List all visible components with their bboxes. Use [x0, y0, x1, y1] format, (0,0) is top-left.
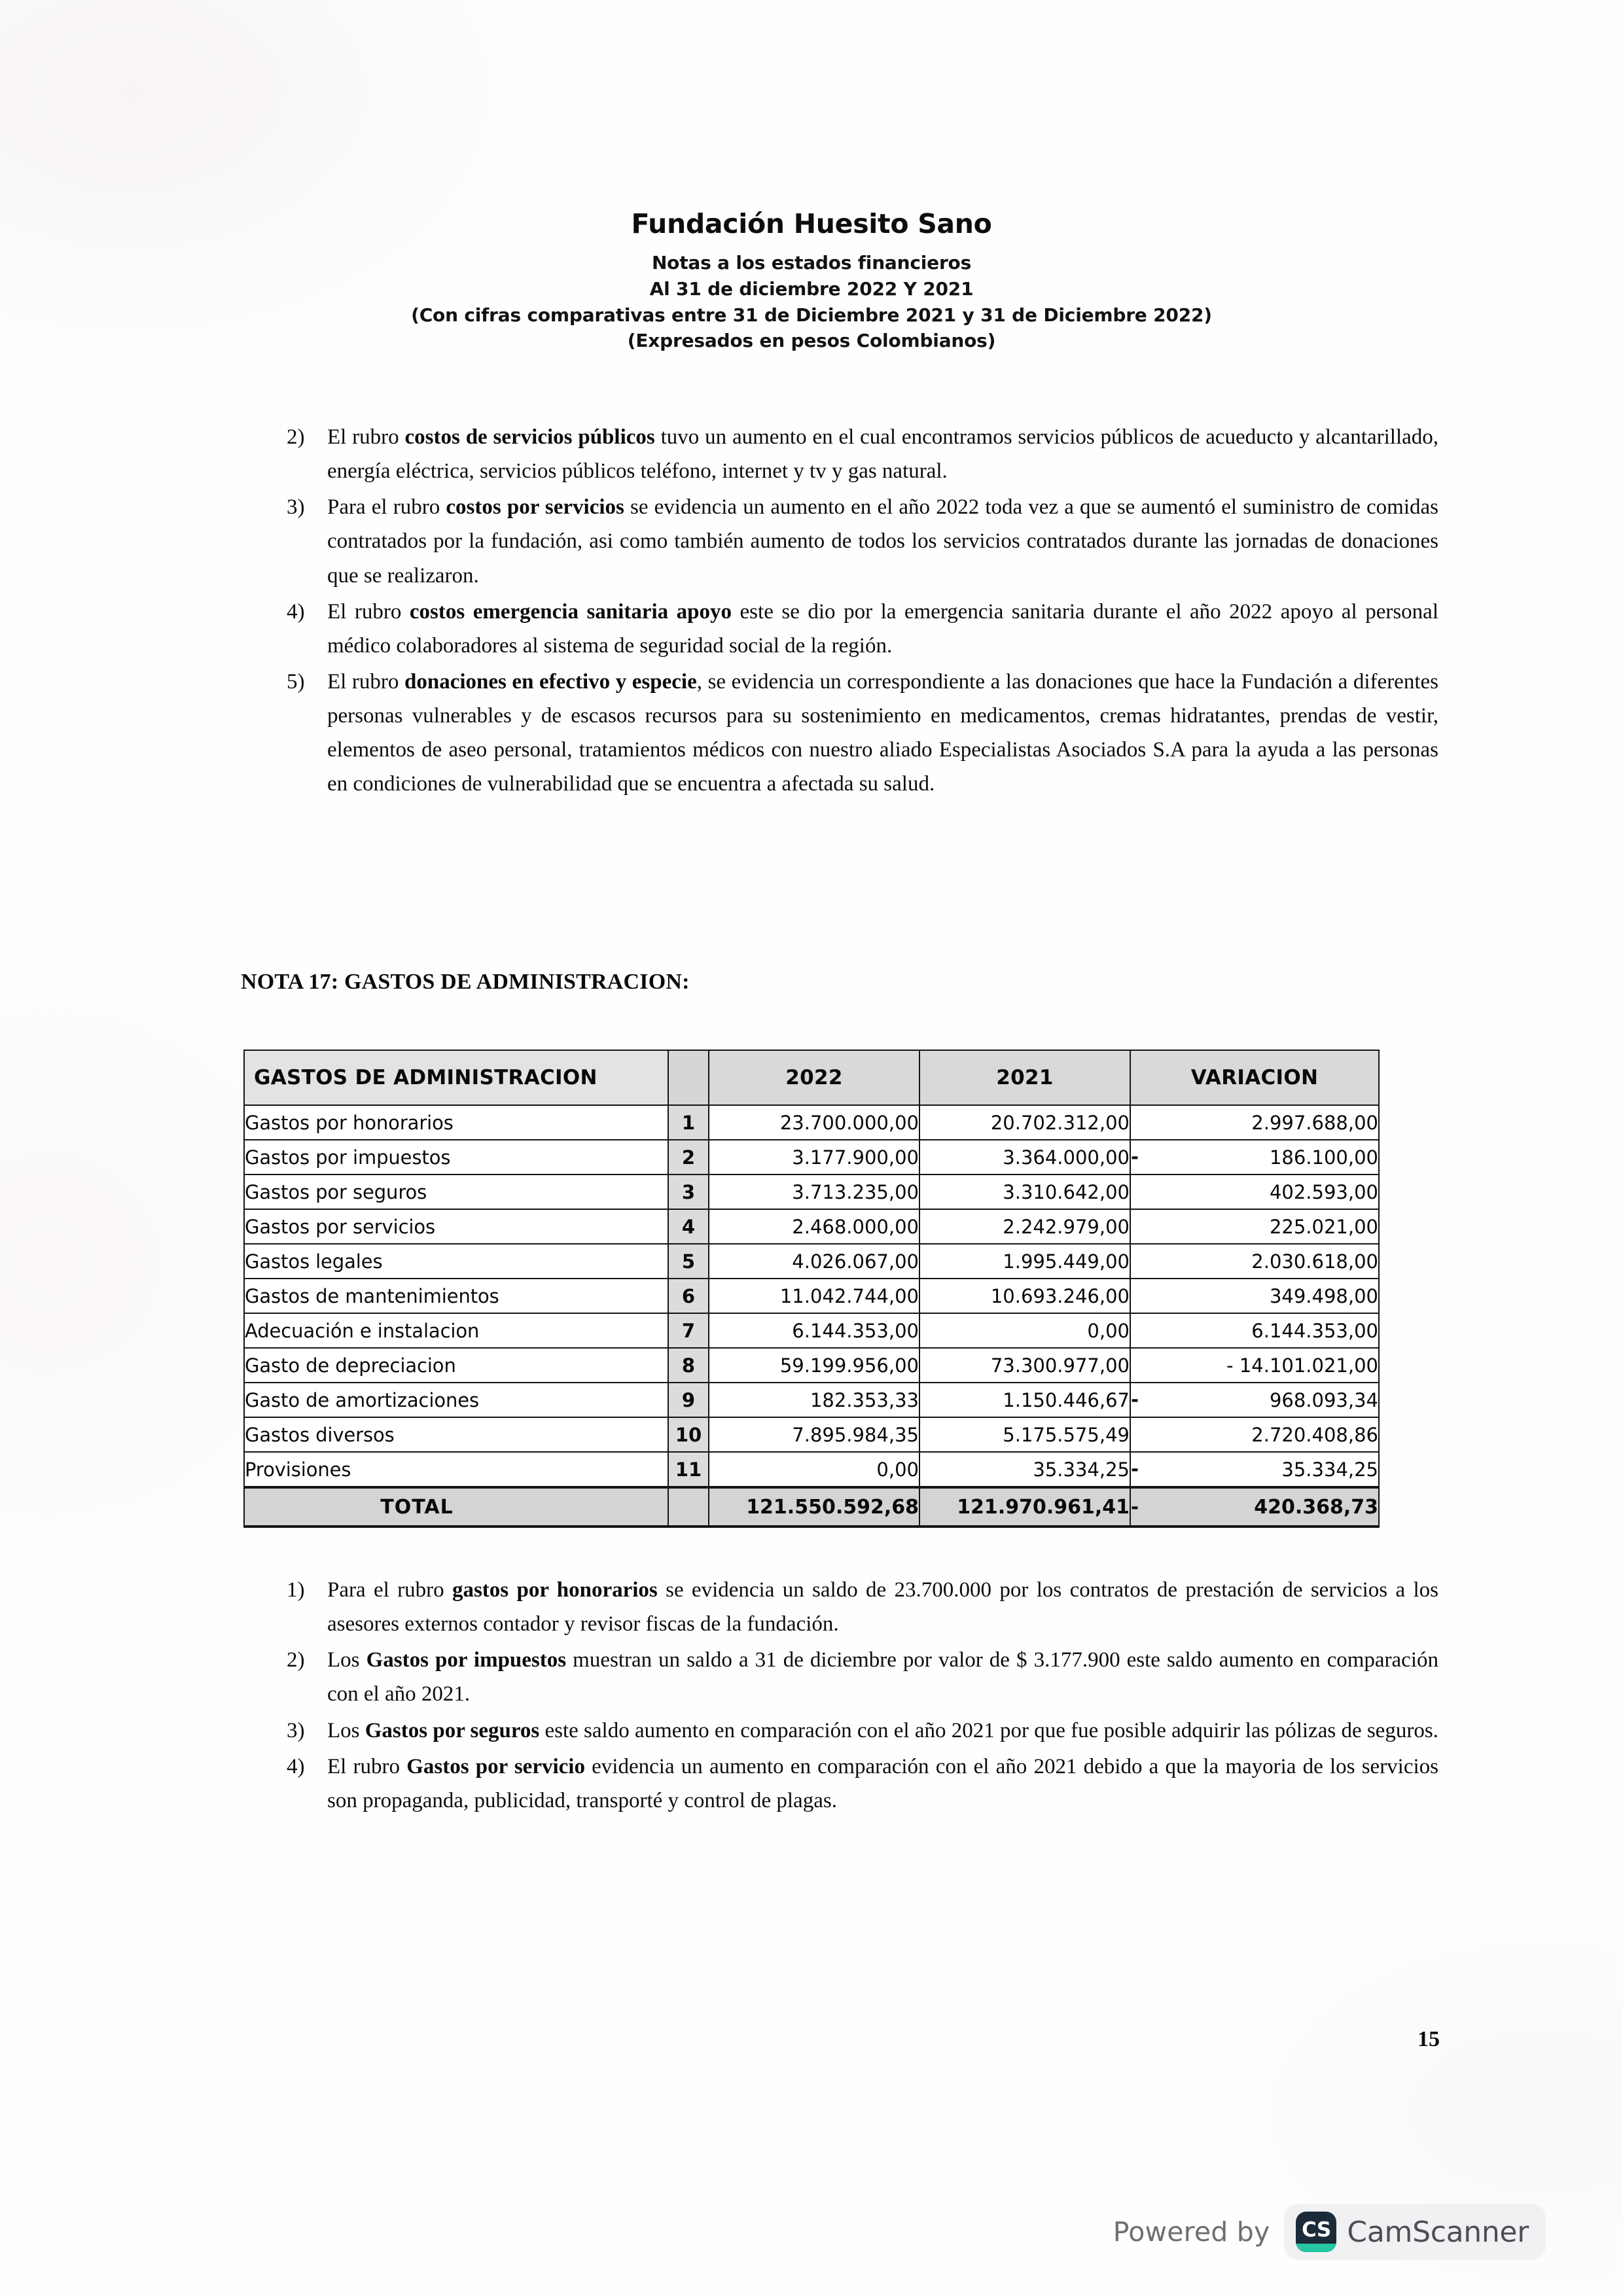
cell-concept: Provisiones	[244, 1452, 668, 1487]
camscanner-logo-text: CS	[1302, 2218, 1331, 2242]
column-header-index	[668, 1050, 709, 1105]
cell-index: 2	[668, 1140, 709, 1174]
section-heading-nota-17: NOTA 17: GASTOS DE ADMINISTRACION:	[241, 970, 690, 994]
table-row	[244, 1417, 1379, 1452]
note-bottom-emphasis: gastos por honorarios	[452, 1578, 658, 1602]
gastos-administracion-table	[243, 1050, 1380, 1528]
column-header-2022: 2022	[709, 1050, 919, 1105]
cell-concept: Gastos por impuestos	[244, 1140, 668, 1174]
note-bottom-marker: 4)	[287, 1754, 305, 1778]
camscanner-logo-strip	[1296, 2244, 1336, 2252]
note-bottom-text: Los Gastos por seguros este saldo aumento en comparación con el año 2021 por que fue posible adquirir las pólizas de seguros.	[327, 1718, 1438, 1742]
table-row	[244, 1279, 1379, 1313]
gastos-administracion-table-wrapper	[243, 1050, 1378, 1528]
table-header-row	[244, 1050, 1379, 1105]
cell-2022: 182.353,33	[709, 1383, 919, 1417]
variacion-value: 35.334,25	[1281, 1458, 1378, 1481]
note-bottom-emphasis: Gastos por impuestos	[366, 1648, 567, 1672]
note-top-text: El rubro donaciones en efectivo y especie, se evidencia un correspondiente a las donaciones que hace la Fundación a diferentes personas vulnerables y de escasos recursos para su sostenimiento en medicamentos, cremas hidratantes, prendas de vestir, elementos de aseo personal, tratamientos médicos con nuestro aliado Especialistas Asociados S.A para la ayuda a las personas en condiciones de vulnerabilidad que se encuentra a afectada su salud.	[327, 669, 1438, 796]
cell-2022: 3.177.900,00	[709, 1140, 919, 1174]
variacion-inner	[1131, 1349, 1378, 1382]
cell-2021: 3.310.642,00	[919, 1174, 1130, 1209]
cell-index: 5	[668, 1244, 709, 1279]
cell-2022: 6.144.353,00	[709, 1313, 919, 1348]
cell-variacion	[1130, 1174, 1379, 1209]
notes-list-top	[260, 420, 1438, 803]
cell-2021: 35.334,25	[919, 1452, 1130, 1487]
cell-2021: 73.300.977,00	[919, 1348, 1130, 1383]
note-top-emphasis: costos de servicios públicos	[404, 425, 655, 449]
variacion-inner	[1131, 1453, 1378, 1486]
variacion-inner	[1131, 1314, 1378, 1347]
variacion-value: 186.100,00	[1269, 1146, 1378, 1169]
note-top-marker: 2)	[287, 425, 305, 449]
cell-variacion	[1130, 1383, 1379, 1417]
cell-variacion	[1130, 1417, 1379, 1452]
note-top-item	[287, 595, 1438, 663]
variacion-inner	[1131, 1106, 1378, 1139]
header-subtitle-line-2: Al 31 de diciembre 2022 Y 2021	[649, 277, 974, 300]
cell-index: 4	[668, 1209, 709, 1244]
document-header	[0, 208, 1623, 354]
column-header-concept: GASTOS DE ADMINISTRACION	[244, 1050, 668, 1105]
table-row	[244, 1244, 1379, 1279]
table-row	[244, 1313, 1379, 1348]
cell-index: 9	[668, 1383, 709, 1417]
variacion-sign: -	[1131, 1388, 1139, 1411]
table-row	[244, 1452, 1379, 1487]
cell-2021: 5.175.575,49	[919, 1417, 1130, 1452]
cell-concept: Gastos de mantenimientos	[244, 1279, 668, 1313]
cell-2021: 3.364.000,00	[919, 1140, 1130, 1174]
variacion-inner	[1131, 1210, 1378, 1243]
organization-title: Fundación Huesito Sano	[631, 208, 992, 239]
note-bottom-item	[287, 1643, 1438, 1711]
variacion-value: 6.144.353,00	[1251, 1319, 1378, 1342]
note-bottom-text: Para el rubro gastos por honorarios se evidencia un saldo de 23.700.000 por los contratos de prestación de servicios a los asesores externos contador y revisor fiscas de la fundación.	[327, 1578, 1438, 1636]
variacion-value: 402.593,00	[1269, 1180, 1378, 1203]
cell-total-2022: 121.550.592,68	[709, 1487, 919, 1527]
note-bottom-marker: 1)	[287, 1578, 305, 1602]
cell-variacion	[1130, 1279, 1379, 1313]
note-bottom-text: Los Gastos por impuestos muestran un saldo a 31 de diciembre por valor de $ 3.177.900 este saldo aumento en comparación con el año 2021.	[327, 1648, 1438, 1706]
cell-index: 1	[668, 1105, 709, 1140]
variacion-sign: -	[1131, 1146, 1139, 1168]
cell-concept: Gastos legales	[244, 1244, 668, 1279]
note-top-text: Para el rubro costos por servicios se evidencia un aumento en el año 2022 toda vez a que se aumentó el suministro de comidas contratados por la fundación, asi como también aumento de todos los servicios contratados durante las jornadas de donaciones que se realizaron.	[327, 495, 1438, 588]
cell-total-index	[668, 1487, 709, 1527]
note-bottom-marker: 3)	[287, 1718, 305, 1742]
cell-total-label: TOTAL	[244, 1487, 668, 1527]
variacion-inner	[1131, 1175, 1378, 1209]
cell-concept: Gasto de depreciacion	[244, 1348, 668, 1383]
note-bottom-emphasis: Gastos por servicio	[406, 1754, 585, 1778]
note-top-marker: 5)	[287, 669, 305, 694]
camscanner-watermark	[1113, 2204, 1546, 2260]
variacion-value: 2.720.408,86	[1251, 1423, 1378, 1446]
variacion-sign: -	[1131, 1495, 1139, 1518]
variacion-value: - 14.101.021,00	[1226, 1354, 1378, 1377]
cell-2021: 1.995.449,00	[919, 1244, 1130, 1279]
note-bottom-item	[287, 1714, 1438, 1748]
variacion-inner	[1131, 1418, 1378, 1451]
cell-concept: Gastos por seguros	[244, 1174, 668, 1209]
cell-variacion	[1130, 1313, 1379, 1348]
cell-2022: 7.895.984,35	[709, 1417, 919, 1452]
table-row	[244, 1174, 1379, 1209]
cell-total-variacion	[1130, 1487, 1379, 1527]
cell-variacion	[1130, 1348, 1379, 1383]
header-subtitle-line-3: (Con cifras comparativas entre 31 de Diciembre 2021 y 31 de Diciembre 2022)	[411, 304, 1212, 326]
notes-list-bottom	[260, 1573, 1438, 1820]
cell-concept: Gastos por honorarios	[244, 1105, 668, 1140]
column-header-2021: 2021	[919, 1050, 1130, 1105]
table-head	[244, 1050, 1379, 1105]
cell-index: 7	[668, 1313, 709, 1348]
cell-2022: 11.042.744,00	[709, 1279, 919, 1313]
cell-2021: 2.242.979,00	[919, 1209, 1130, 1244]
cell-2021: 20.702.312,00	[919, 1105, 1130, 1140]
variacion-value: 2.997.688,00	[1251, 1111, 1378, 1134]
table-body	[244, 1105, 1379, 1527]
cell-index: 10	[668, 1417, 709, 1452]
table-row	[244, 1209, 1379, 1244]
variacion-value: 349.498,00	[1269, 1284, 1378, 1307]
note-top-item	[287, 490, 1438, 592]
variacion-value: 2.030.618,00	[1251, 1250, 1378, 1273]
table-row	[244, 1348, 1379, 1383]
variacion-sign: -	[1131, 1458, 1139, 1480]
camscanner-brand-label: CamScanner	[1347, 2215, 1529, 2249]
note-top-emphasis: costos por servicios	[446, 495, 624, 520]
cell-index: 8	[668, 1348, 709, 1383]
cell-2021: 1.150.446,67	[919, 1383, 1130, 1417]
cell-total-2021: 121.970.961,41	[919, 1487, 1130, 1527]
column-header-variacion: VARIACION	[1130, 1050, 1379, 1105]
table-row	[244, 1105, 1379, 1140]
cell-2022: 4.026.067,00	[709, 1244, 919, 1279]
cell-index: 6	[668, 1279, 709, 1313]
note-top-emphasis: donaciones en efectivo y especie	[404, 669, 697, 694]
cell-2021: 10.693.246,00	[919, 1279, 1130, 1313]
note-bottom-item	[287, 1573, 1438, 1641]
powered-by-label: Powered by	[1113, 2216, 1270, 2248]
cell-2022: 59.199.956,00	[709, 1348, 919, 1383]
note-top-item	[287, 665, 1438, 802]
cell-variacion	[1130, 1105, 1379, 1140]
cell-2022: 2.468.000,00	[709, 1209, 919, 1244]
cell-variacion	[1130, 1140, 1379, 1174]
note-top-text: El rubro costos emergencia sanitaria apoyo este se dio por la emergencia sanitaria durante el año 2022 apoyo al personal médico colaboradores al sistema de seguridad social de la región.	[327, 599, 1438, 658]
variacion-inner	[1131, 1140, 1378, 1174]
cell-2022: 0,00	[709, 1452, 919, 1487]
table-row	[244, 1383, 1379, 1417]
note-top-marker: 3)	[287, 495, 305, 520]
cell-2022: 23.700.000,00	[709, 1105, 919, 1140]
note-top-item	[287, 420, 1438, 488]
cell-concept: Gastos por servicios	[244, 1209, 668, 1244]
table-row	[244, 1140, 1379, 1174]
note-bottom-emphasis: Gastos por seguros	[365, 1718, 540, 1742]
variacion-inner	[1131, 1383, 1378, 1417]
cell-concept: Adecuación e instalacion	[244, 1313, 668, 1348]
note-top-text: El rubro costos de servicios públicos tuvo un aumento en el cual encontramos servicios públicos de acueducto y alcantarillado, energía eléctrica, servicios públicos teléfono, internet y tv y gas natural.	[327, 425, 1439, 484]
page-number: 15	[1418, 2027, 1440, 2051]
camscanner-pill	[1284, 2204, 1546, 2260]
cell-concept: Gastos diversos	[244, 1417, 668, 1452]
cell-variacion	[1130, 1244, 1379, 1279]
cell-variacion	[1130, 1209, 1379, 1244]
camscanner-logo-icon	[1296, 2212, 1336, 2252]
cell-variacion	[1130, 1452, 1379, 1487]
variacion-inner	[1131, 1245, 1378, 1278]
variacion-value: 225.021,00	[1269, 1215, 1378, 1238]
cell-index: 3	[668, 1174, 709, 1209]
note-bottom-item	[287, 1750, 1438, 1818]
variacion-value: 420.368,73	[1254, 1495, 1378, 1519]
note-top-marker: 4)	[287, 599, 305, 624]
note-bottom-marker: 2)	[287, 1648, 305, 1672]
note-bottom-text: El rubro Gastos por servicio evidencia un aumento en comparación con el año 2021 debido a que la mayoria de los servicios son propaganda, publicidad, transporté y control de plagas.	[327, 1754, 1439, 1812]
header-subtitle-line-4: (Expresados en pesos Colombianos)	[627, 330, 996, 352]
variacion-inner	[1131, 1489, 1378, 1525]
cell-2021: 0,00	[919, 1313, 1130, 1348]
cell-2022: 3.713.235,00	[709, 1174, 919, 1209]
table-total-row	[244, 1487, 1379, 1527]
note-top-emphasis: costos emergencia sanitaria apoyo	[409, 599, 732, 624]
variacion-value: 968.093,34	[1269, 1388, 1378, 1411]
header-subtitle-line-1: Notas a los estados financieros	[651, 252, 972, 274]
cell-index: 11	[668, 1452, 709, 1487]
variacion-inner	[1131, 1279, 1378, 1313]
cell-concept: Gasto de amortizaciones	[244, 1383, 668, 1417]
